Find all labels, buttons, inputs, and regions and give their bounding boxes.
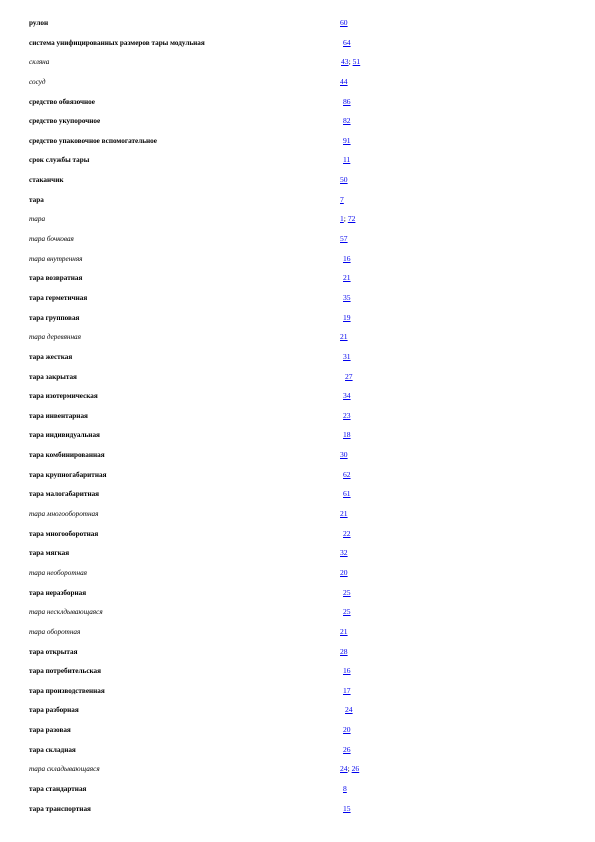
page-link[interactable]: 50 (340, 175, 348, 185)
page-references (345, 705, 353, 715)
page-link[interactable]: 44 (340, 76, 348, 86)
index-term: скляна (29, 58, 50, 67)
page-references (340, 509, 348, 519)
page-references (345, 372, 353, 382)
page-references (340, 214, 355, 224)
index-term: тара герметичная (29, 293, 88, 302)
page-references (340, 195, 344, 205)
page-link[interactable]: 18 (343, 430, 351, 440)
page-link[interactable]: 11 (343, 155, 351, 165)
page-references (340, 450, 348, 460)
page-link[interactable]: 21 (343, 273, 351, 283)
index-term: тара закрытая (29, 372, 77, 381)
page-link[interactable]: 91 (343, 135, 351, 145)
index-term: тара возвратная (29, 274, 83, 283)
page-references (343, 391, 351, 401)
index-entry (0, 391, 595, 411)
page-link[interactable]: 20 (340, 567, 348, 577)
page-references (343, 254, 351, 264)
index-entry (0, 627, 595, 647)
page-references (343, 804, 351, 814)
index-term: тара инвентарная (29, 411, 88, 420)
index-entry (0, 705, 595, 725)
page-link[interactable]: 32 (340, 548, 348, 558)
page-link[interactable]: 57 (340, 234, 348, 244)
index-term: тара групповая (29, 313, 80, 322)
index-entry (0, 470, 595, 490)
page-link[interactable]: 17 (343, 685, 351, 695)
page-references (343, 313, 351, 323)
index-term: тара разовая (29, 726, 71, 735)
term-index (0, 18, 595, 823)
page-references (340, 764, 359, 774)
index-term: средство упаковочное вспомогательное (29, 136, 157, 145)
index-term: стаканчик (29, 176, 64, 185)
page-references (343, 470, 351, 480)
index-term: средство обвязочное (29, 97, 95, 106)
index-entry (0, 332, 595, 352)
page-references (343, 97, 351, 107)
index-term: тара (29, 215, 46, 224)
index-entry (0, 745, 595, 765)
page-link[interactable]: 21 (340, 509, 348, 519)
page-references (340, 647, 348, 657)
page-references (341, 57, 360, 67)
page-link[interactable]: 20 (343, 725, 351, 735)
page-separator: ; (343, 214, 348, 224)
index-entry (0, 430, 595, 450)
page-references (343, 430, 351, 440)
page-link[interactable]: 16 (343, 253, 351, 263)
page-link[interactable]: 31 (343, 351, 351, 361)
index-term: тара крупногабаритная (29, 470, 107, 479)
page-references (343, 666, 351, 676)
page-references (343, 155, 350, 165)
index-term: тара производственная (29, 686, 105, 695)
index-entry (0, 686, 595, 706)
index-term: тара бочковая (29, 235, 74, 244)
index-term: система унифицированных размеров тары модульная (29, 38, 205, 47)
page-references (343, 607, 351, 617)
index-term: тара комбинированная (29, 451, 105, 460)
index-entry (0, 647, 595, 667)
index-entry (0, 195, 595, 215)
page-link[interactable]: 61 (343, 489, 351, 499)
index-entry (0, 725, 595, 745)
page-link[interactable]: 24 (345, 705, 353, 715)
page-references (340, 332, 348, 342)
page-separator: ; (347, 764, 352, 774)
index-term: тара изотермическая (29, 392, 98, 401)
index-entry (0, 804, 595, 824)
page-separator: ; (348, 57, 353, 67)
page-references (343, 529, 351, 539)
page-link[interactable]: 25 (343, 587, 351, 597)
page-link[interactable]: 62 (343, 469, 351, 479)
index-entry (0, 764, 595, 784)
page-link[interactable]: 51 (352, 57, 361, 67)
index-entry (0, 136, 595, 156)
index-entry (0, 313, 595, 333)
page-link[interactable]: 43 (341, 57, 349, 67)
index-entry (0, 214, 595, 234)
index-term: тара внутренняя (29, 254, 83, 263)
page-references (340, 77, 348, 87)
page-link[interactable]: 21 (340, 626, 348, 636)
index-term: тара потребительская (29, 667, 102, 676)
page-link[interactable]: 26 (351, 764, 360, 774)
page-references (343, 725, 351, 735)
page-link[interactable]: 26 (343, 744, 351, 754)
index-term: рулон (29, 19, 49, 27)
page-link[interactable]: 86 (343, 96, 351, 106)
page-references (343, 273, 351, 283)
index-term: тара транспортная (29, 804, 91, 813)
page-references (340, 175, 348, 185)
page-references (343, 784, 347, 794)
page-references (343, 352, 351, 362)
index-term: тара разборная (29, 706, 79, 715)
page-link[interactable]: 34 (343, 391, 351, 401)
index-term: тара многооборотная (29, 529, 99, 538)
index-entry (0, 509, 595, 529)
index-term: тара жесткая (29, 352, 73, 361)
index-entry (0, 568, 595, 588)
page-references (340, 627, 348, 637)
page-link[interactable]: 25 (343, 607, 351, 617)
page-link[interactable]: 23 (343, 410, 351, 420)
page-link[interactable]: 15 (343, 803, 351, 813)
page-link[interactable]: 82 (343, 116, 351, 126)
page-link[interactable]: 1 (340, 214, 344, 224)
index-entry (0, 293, 595, 313)
page-references (343, 489, 351, 499)
page-link[interactable]: 19 (343, 312, 351, 322)
page-link[interactable]: 28 (340, 646, 348, 656)
index-entry (0, 588, 595, 608)
page-link[interactable]: 22 (343, 528, 351, 538)
page-link[interactable]: 27 (345, 371, 353, 381)
page-references (343, 588, 351, 598)
index-entry (0, 57, 595, 77)
index-entry (0, 450, 595, 470)
page-link[interactable]: 16 (343, 666, 351, 676)
index-entry (0, 372, 595, 392)
index-term: тара мягкая (29, 549, 70, 558)
page-link[interactable]: 21 (340, 332, 348, 342)
index-term: тара оборотная (29, 627, 81, 636)
page-link[interactable]: 60 (340, 18, 348, 27)
index-entry (0, 18, 595, 38)
index-term: тара складывающаяся (29, 765, 100, 774)
index-term: тара складная (29, 745, 76, 754)
index-term: тара малогабаритная (29, 490, 100, 499)
page-references (343, 293, 351, 303)
index-term: тара неразборная (29, 588, 87, 597)
page-link[interactable]: 35 (343, 292, 351, 302)
index-entry (0, 175, 595, 195)
index-entry (0, 607, 595, 627)
page-references (343, 116, 351, 126)
page-link[interactable]: 72 (347, 214, 356, 224)
index-entry (0, 548, 595, 568)
index-entry (0, 273, 595, 293)
index-entry (0, 234, 595, 254)
page-references (340, 548, 348, 558)
index-entry (0, 38, 595, 58)
index-entry (0, 666, 595, 686)
page-references (343, 686, 351, 696)
page-references (343, 38, 351, 48)
index-entry (0, 77, 595, 97)
index-term: тара многооборотная (29, 510, 99, 519)
page-references (343, 136, 351, 146)
index-entry (0, 529, 595, 549)
index-term: тара необоротная (29, 568, 88, 577)
index-term: тара стандартная (29, 784, 87, 793)
index-term: сосуд (29, 77, 46, 86)
index-entry (0, 155, 595, 175)
index-term: тара индивидуальная (29, 431, 100, 440)
page-link[interactable]: 7 (340, 194, 344, 204)
index-term: тара несклдывающаяся (29, 608, 103, 617)
index-entry (0, 411, 595, 431)
page-link[interactable]: 24 (340, 764, 348, 774)
page-references (340, 568, 348, 578)
page-link[interactable]: 64 (343, 37, 351, 47)
page-link[interactable]: 30 (340, 450, 348, 460)
page-link[interactable]: 8 (343, 783, 347, 793)
page-references (343, 745, 351, 755)
page-references (340, 18, 348, 28)
index-term: срок службы тары (29, 156, 90, 165)
index-entry (0, 784, 595, 804)
index-entry (0, 116, 595, 136)
index-term: тара (29, 195, 44, 204)
index-term: тара деревянная (29, 333, 81, 342)
page-references (343, 411, 351, 421)
index-term: средство укупорочное (29, 117, 101, 126)
index-entry (0, 352, 595, 372)
index-term: тара открытая (29, 647, 78, 656)
page-references (340, 234, 348, 244)
index-entry (0, 97, 595, 117)
index-entry (0, 489, 595, 509)
index-entry (0, 254, 595, 274)
